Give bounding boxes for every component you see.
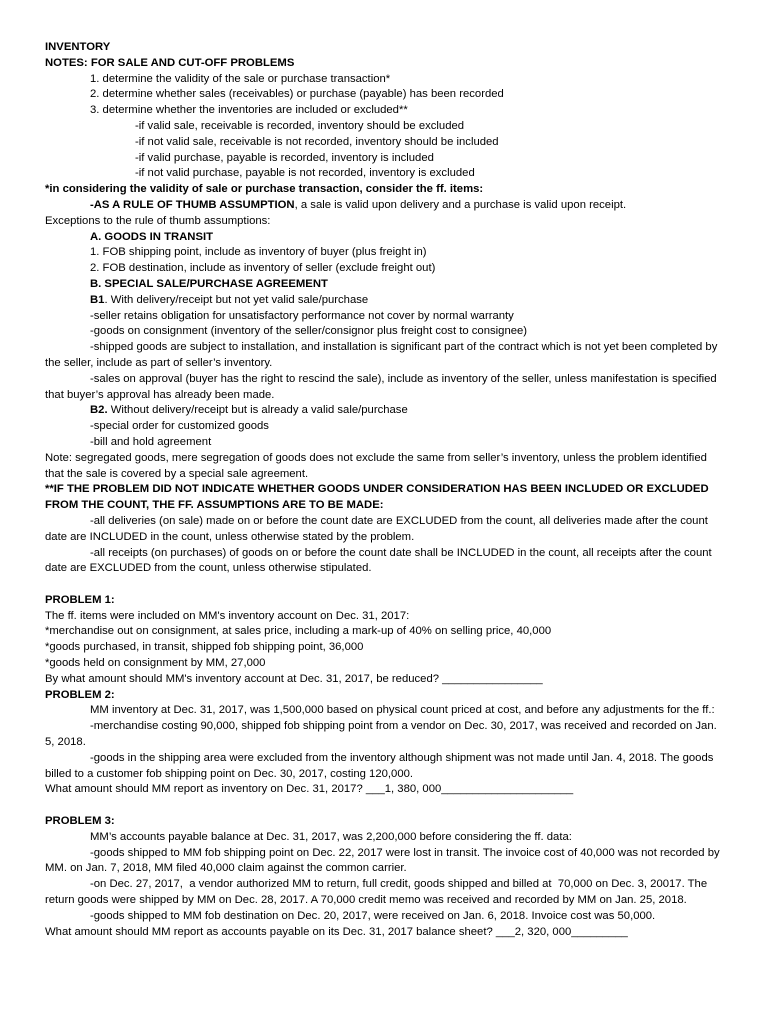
spacer bbox=[45, 577, 725, 593]
exceptions-line: Exceptions to the rule of thumb assumptions: bbox=[45, 214, 271, 227]
b2-line bbox=[45, 403, 725, 419]
b1-item-2: -goods on consignment (inventory of the seller/consignor plus freight cost to consignee) bbox=[90, 325, 528, 338]
b2-label: B2. bbox=[90, 404, 108, 417]
thumb-rule-bold: -AS A RULE OF THUMB ASSUMPTION bbox=[90, 198, 295, 211]
step-3: 3. determine whether the inventories are included or excluded** bbox=[90, 104, 408, 117]
rule-1: -if valid sale, receivable is recorded, inventory should be excluded bbox=[135, 119, 465, 132]
problem-2-question: What amount should MM report as inventory on Dec. 31, 2017? ___1, 380, 000_____________________ bbox=[45, 783, 574, 796]
problem-1-line-1: The ff. items were included on MM's inventory account on Dec. 31, 2017: bbox=[45, 609, 410, 622]
problem-3-heading: PROBLEM 3: bbox=[45, 815, 115, 828]
b1-item-1: -seller retains obligation for unsatisfactory performance not cover by normal warranty bbox=[90, 309, 514, 322]
step-1: 1. determine the validity of the sale or purchase transaction* bbox=[90, 72, 391, 85]
validity-heading: *in considering the validity of sale or purchase transaction, consider the ff. items: bbox=[45, 183, 484, 196]
problem-2-para-2: -merchandise costing 90,000, shipped fob shipping point from a vendor on Dec. 30, 2017, was received and recorded on Jan. 5, 2018. bbox=[45, 720, 717, 749]
problem-3-question: What amount should MM report as accounts payable on its Dec. 31, 2017 balance sheet? ___2, 320, 000_________ bbox=[45, 925, 628, 938]
b1-item-3: -shipped goods are subject to installation, and installation is significant part of the contract which is not yet been completed by the seller, include as part of seller’s inventory. bbox=[45, 341, 718, 369]
doc-title: INVENTORY bbox=[45, 41, 111, 53]
problem-1-question: By what amount should MM's inventory account at Dec. 31, 2017, be reduced? ________________ bbox=[45, 672, 543, 685]
b1-label: B1 bbox=[90, 293, 105, 306]
b2-text: Without delivery/receipt but is already a valid sale/purchase bbox=[107, 404, 408, 417]
assumption-heading: **IF THE PROBLEM DID NOT INDICATE WHETHER GOODS UNDER CONSIDERATION HAS BEEN INCLUDED OR EXCLUDED FROM THE COUNT, THE FF. ASSUMPTIONS ARE TO BE MADE: bbox=[45, 483, 709, 512]
problem-2-para-3: -goods in the shipping area were excluded from the inventory although shipment was not made until Jan. 4, 2018. The goods billed to a customer fob shipping point on Dec. 30, 2017, costing 120,000. bbox=[45, 751, 714, 780]
b1-text: . With delivery/receipt but not yet valid sale/purchase bbox=[104, 293, 369, 306]
problem-1-line-4: *goods held on consignment by MM, 27,000 bbox=[45, 657, 266, 670]
rule-2: -if not valid sale, receivable is not recorded, inventory should be included bbox=[135, 135, 499, 148]
assumption-2: -all receipts (on purchases) of goods on or before the count date shall be INCLUDED in the count, all receipts after the count date are EXCLUDED from the count, unless otherwise stipulated. bbox=[45, 546, 712, 575]
goods-transit-heading: A. GOODS IN TRANSIT bbox=[90, 230, 214, 243]
document-page bbox=[45, 40, 725, 940]
goods-transit-item-2: 2. FOB destination, include as inventory of seller (exclude freight out) bbox=[90, 262, 436, 275]
segregated-goods-note: Note: segregated goods, mere segregation of goods does not exclude the same from seller’s inventory, unless the problem identified that the sale is covered by a special sale agreement. bbox=[45, 451, 707, 480]
problem-1-line-2: *merchandise out on consignment, at sales price, including a mark-up of 40% on selling price, 40,000 bbox=[45, 625, 552, 638]
problem-2-para-1: MM inventory at Dec. 31, 2017, was 1,500,000 based on physical count priced at cost, and before any adjustments for the ff.: bbox=[90, 704, 715, 717]
problem-3-para-4: -goods shipped to MM fob destination on Dec. 20, 2017, were received on Jan. 6, 2018. Invoice cost was 50,000. bbox=[90, 909, 656, 922]
rule-4: -if not valid purchase, payable is not recorded, inventory is excluded bbox=[135, 167, 475, 180]
b2-item-2: -bill and hold agreement bbox=[90, 435, 212, 448]
problem-1-heading: PROBLEM 1: bbox=[45, 593, 115, 606]
special-heading: B. SPECIAL SALE/PURCHASE AGREEMENT bbox=[90, 277, 328, 290]
notes-heading: NOTES: FOR SALE AND CUT-OFF PROBLEMS bbox=[45, 56, 295, 69]
assumption-1: -all deliveries (on sale) made on or before the count date are EXCLUDED from the count, all deliveries made after the count date are INCLUDED in the count, unless otherwise stated by the problem. bbox=[45, 514, 708, 543]
step-2: 2. determine whether sales (receivables) or purchase (payable) has been recorded bbox=[90, 88, 504, 101]
thumb-rule bbox=[45, 198, 725, 214]
spacer bbox=[45, 798, 725, 814]
problem-3-para-3: -on Dec. 27, 2017, a vendor authorized MM to return, full credit, goods shipped and billed at 70,000 on Dec. 3, 20017. The return goods were shipped by MM on Dec. 28, 2017. A 70,000 credit memo was received and recorded by MM on Jan. 25, 2018. bbox=[45, 878, 711, 907]
b1-item-4: -sales on approval (buyer has the right to rescind the sale), include as inventory of the seller, unless manifestation is specified that buyer’s approval has already been made. bbox=[45, 372, 717, 401]
problem-1-line-3: *goods purchased, in transit, shipped fob shipping point, 36,000 bbox=[45, 641, 364, 654]
b2-item-1: -special order for customized goods bbox=[90, 420, 269, 433]
problem-2-heading: PROBLEM 2: bbox=[45, 688, 115, 701]
goods-transit-item-1: 1. FOB shipping point, include as inventory of buyer (plus freight in) bbox=[90, 246, 427, 259]
rule-3: -if valid purchase, payable is recorded, inventory is included bbox=[135, 151, 434, 164]
problem-3-para-1: MM’s accounts payable balance at Dec. 31, 2017, was 2,200,000 before considering the ff. data: bbox=[90, 830, 572, 843]
problem-3-para-2: -goods shipped to MM fob shipping point on Dec. 22, 2017 were lost in transit. The invoice cost of 40,000 was not recorded by MM. on Jan. 7, 2018, MM filed 40,000 claim against the common carrier. bbox=[45, 846, 720, 875]
thumb-rule-rest: , a sale is valid upon delivery and a purchase is valid upon receipt. bbox=[294, 198, 627, 211]
b1-line bbox=[45, 293, 725, 309]
